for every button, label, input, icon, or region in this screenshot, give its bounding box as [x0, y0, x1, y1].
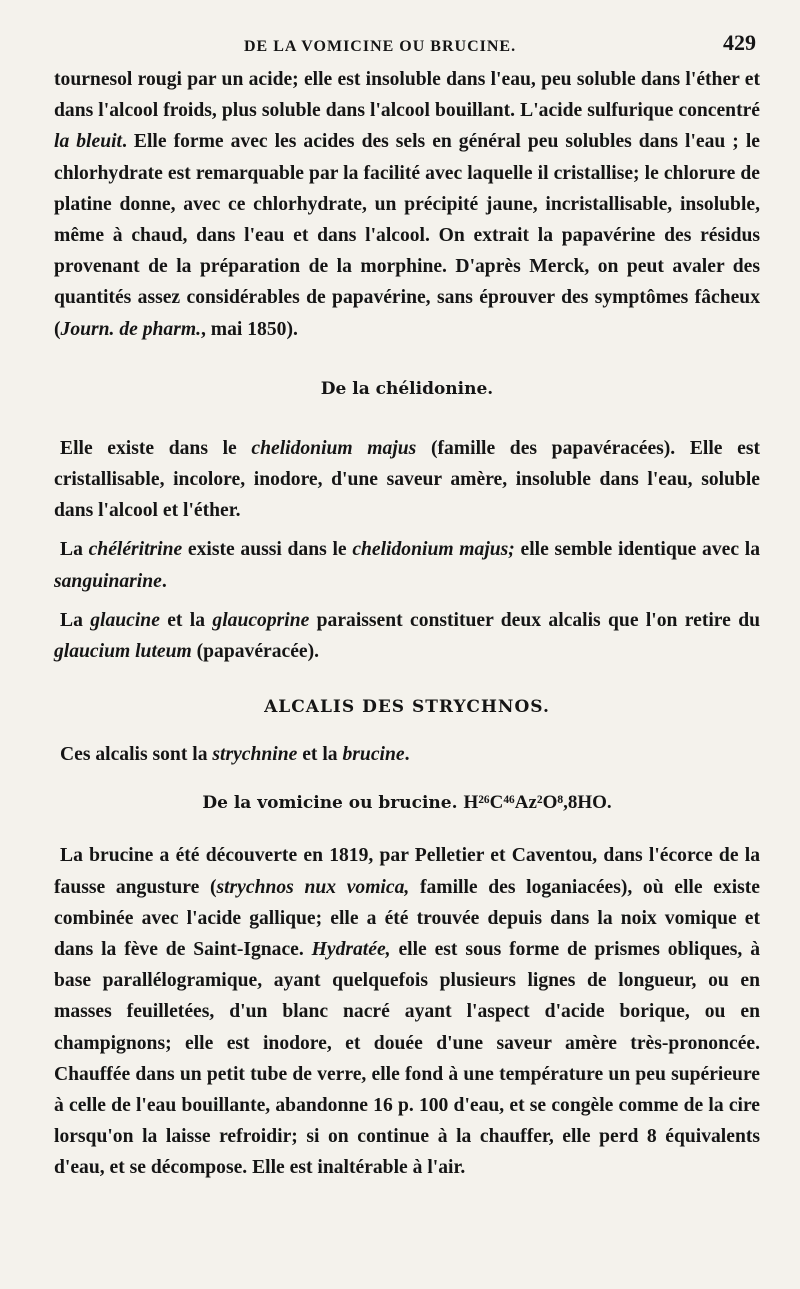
italic-run: sanguinarine: [54, 570, 162, 592]
text-run: La: [60, 609, 91, 631]
text-run: paraissent constituer deux alcalis que l'on retire du: [309, 609, 760, 631]
italic-run: strychnos nux vomica,: [216, 876, 410, 898]
text-run: (papavéracée).: [191, 641, 320, 663]
text-run: et la: [297, 744, 343, 766]
paragraph-strychnos: [54, 739, 760, 770]
paragraph-papaverine: [54, 64, 760, 345]
paragraph-chelidonine-3: [54, 605, 760, 667]
paragraph-chelidonine-1: [54, 433, 760, 527]
text-run: . Elle forme avec les acides des sels en général peu solubles dans l'eau ; le chlorhydrate est remarquable par la facilité avec laquelle il cristallise; le chlorure de platine donne, avec ce chlorhydrate, un précipité jaune, incristallisable, insoluble, même à chaud, dans l'eau et dans l'alcool. On extrait la papavérine des résidus provenant de la préparation de la morphine. D'après Merck, on peut avaler des quantités assez considérables de papavérine, sans éprouver des symptômes fâcheux (: [54, 131, 760, 340]
italic-run: glaucine: [90, 609, 160, 631]
italic-run: Hydratée,: [311, 939, 391, 961]
text-run: Elle existe dans le: [60, 437, 252, 459]
italic-run: chéléritrine: [88, 539, 183, 561]
text-run: elle est sous forme de prismes obliques, à base parallélogramique, ayant quelquefois plusieurs lignes de longueur, ou en masses feuilletées, d'un blanc nacré ayant l'aspect d'acide borique, ou en champignons; elle est inodore, et douée d'une saveur amère très-prononcée. Chauffée dans un petit tube de verre, elle fond à une température un peu supérieure à celle de l'eau bouillante, abandonne 16 p. 100 d'eau, et se congèle comme de la cire lorsqu'on la laisse refroidir; si on continue à la chauffer, elle perd 8 équivalents d'eau, et se décompose. Elle est inaltérable à l'air.: [54, 939, 760, 1179]
italic-run: chelidonium majus;: [352, 539, 515, 561]
text-run: Ces alcalis sont la: [60, 744, 213, 766]
running-head: DE LA VOMICINE OU BRUCINE.: [244, 38, 517, 55]
text-run: elle semble identique avec la: [514, 539, 760, 561]
brucine-title: De la vomicine ou brucine.: [202, 793, 458, 814]
text-run: .: [404, 744, 410, 766]
section-title-strychnos: ALCALIS DES STRYCHNOS.: [264, 697, 550, 718]
italic-run: strychnine: [212, 744, 298, 766]
paragraph-chelidonine-2: [54, 534, 760, 596]
chemical-formula: H²⁶C⁴⁶Az²O⁸,8HO.: [463, 792, 612, 814]
italic-run: glaucium luteum: [54, 641, 192, 663]
text-run: existe aussi dans le: [182, 539, 353, 561]
italic-run: brucine: [342, 744, 405, 766]
page-number: 429: [723, 30, 756, 55]
text-run: La brucine a été découverte en 1819, par Pelletier et Caventou, dans l'écorce de la fausse angusture (: [54, 845, 760, 898]
italic-run: Journ. de pharm.: [60, 318, 201, 340]
section-title-brucine: [54, 792, 760, 814]
text-run: (famille des papavéracées). Elle est cristallisable, incolore, inodore, d'une saveur amère, insoluble dans l'eau, soluble dans l'alcool et l'éther.: [54, 437, 760, 522]
text-run: tournesol rougi par un acide; elle est insoluble dans l'eau, peu soluble dans l'éther et dans l'alcool froids, plus soluble dans l'alcool bouillant. L'acide sulfurique concentré: [54, 69, 760, 122]
page-header: [54, 28, 760, 64]
text-run: .: [161, 570, 167, 592]
italic-run: glaucoprine: [212, 609, 310, 631]
text-run: et la: [159, 609, 213, 631]
paragraph-brucine: [54, 840, 760, 1183]
text-run: famille des loganiacées), où elle existe combinée avec l'acide gallique; elle a été trouvée depuis dans la noix vomique et dans la fève de Saint-Ignace.: [54, 876, 760, 961]
text-run: , mai 1850).: [201, 318, 298, 340]
italic-run: chelidonium majus: [251, 437, 417, 459]
section-title-chelidonine: De la chélidonine.: [320, 378, 494, 399]
italic-run: la bleuit: [54, 131, 122, 153]
text-run: La: [60, 539, 89, 561]
